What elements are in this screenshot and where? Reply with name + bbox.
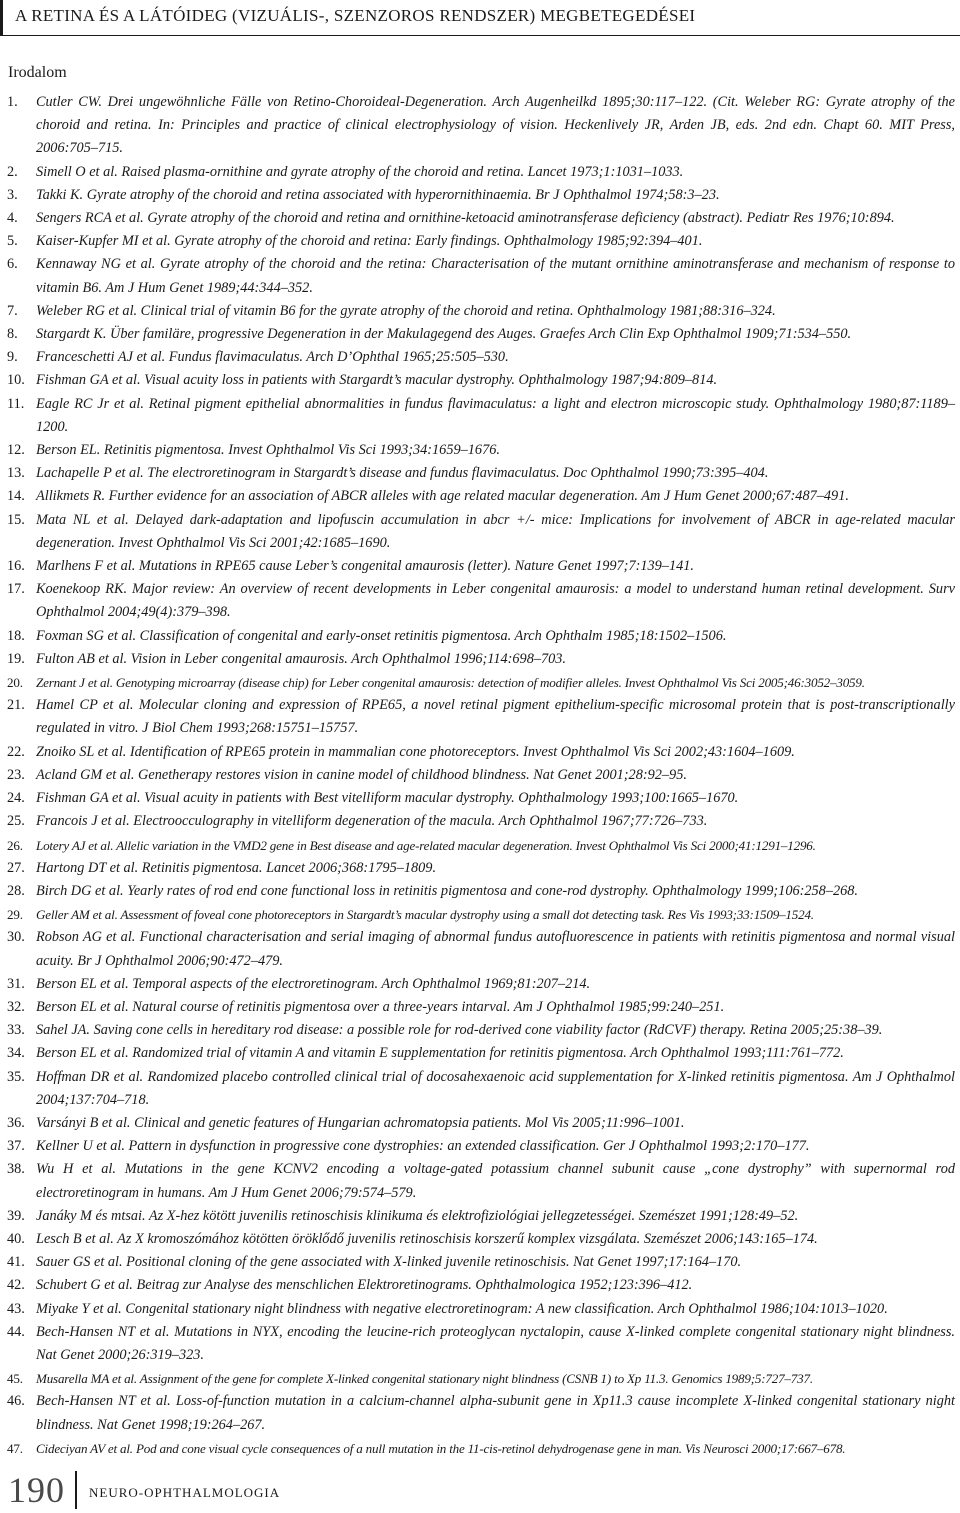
reference-number: 33. [7,1022,25,1039]
reference-item [0,369,960,392]
reference-number: 14. [7,488,25,505]
reference-number: 8. [7,326,18,343]
reference-number: 15. [7,511,25,528]
reference-text: Acland GM et al. Genetherapy restores vision in canine model of childhood blindness. Nat Genet 2001;28:92–95. [36,766,687,783]
reference-item [0,741,960,764]
reference-number: 31. [7,975,25,992]
reference-number: 39. [7,1207,25,1224]
header-title: A RETINA ÉS A LÁTÓIDEG (VIZUÁLIS-, SZENZOROS RENDSZER) MEGBETEGEDÉSEI [15,6,696,25]
reference-number: 29. [7,907,23,923]
reference-item [0,694,960,740]
reference-number: 43. [7,1300,25,1317]
reference-item [0,903,960,926]
reference-number: 20. [7,675,23,691]
reference-text: Mata NL et al. Delayed dark-adaptation and lipofuscin accumulation in abcr +/- mice: Implications for involvement of ABCR in age-related macular degeneration. Invest Ophthalmol Vis Sci 2001;42:1685–1690. [36,511,955,551]
reference-text: Berson EL et al. Natural course of retinitis pigmentosa over a three-years intarval. Am J Ophthalmol 1985;99:240–251. [36,998,725,1015]
reference-text: Lachapelle P et al. The electroretinogram in Stargardt’s disease and fundus flavimaculatus. Doc Ophthalmol 1990;73:395–404. [36,465,769,482]
reference-item [0,671,960,694]
page-footer [8,1470,280,1510]
reference-text: Varsányi B et al. Clinical and genetic features of Hungarian achromatopsia patients. Mol Vis 2005;11:996–1001. [36,1114,685,1131]
reference-item [0,393,960,439]
reference-item [0,509,960,555]
reference-text: Koenekoop RK. Major review: An overview of recent developments in Leber congenital amaurosis: a model to understand human retinal development. Surv Ophthalmol 2004;49(4):379–398. [36,581,955,621]
reference-number: 18. [7,627,25,644]
reference-number: 24. [7,790,25,807]
reference-item [0,648,960,671]
reference-number: 5. [7,233,18,250]
reference-number: 4. [7,210,18,227]
reference-text: Foxman SG et al. Classification of congenital and early-onset retinitis pigmentosa. Arch Ophthalm 1985;18:1502–1506. [36,627,727,644]
reference-number: 47. [7,1440,23,1456]
reference-number: 3. [7,186,18,203]
reference-item [0,787,960,810]
reference-text: Schubert G et al. Beitrag zur Analyse des menschlichen Elektroretinograms. Ophthalmologica 1952;123:396–412. [36,1277,693,1294]
reference-text: Kennaway NG et al. Gyrate atrophy of the choroid and the retina: Characterisation of the mutant ornithine aminotransferase and mechanism of response to vitamin B6. Am J Hum Genet 1989;44:344–352. [36,256,955,296]
reference-item [0,462,960,485]
reference-item [0,926,960,972]
reference-number: 21. [7,697,25,714]
reference-item [0,161,960,184]
page-header [0,0,960,36]
reference-text: Eagle RC Jr et al. Retinal pigment epithelial abnormalities in fundus flavimaculatus: a light and electron microscopic study. Ophthalmology 1980;87:1189–1200. [36,395,955,435]
reference-item [0,1437,960,1460]
reference-text: Cutler CW. Drei ungewöhnliche Fälle von Retino-Choroideal-Degeneration. Arch Augenheilkd 1895;30:117–122. (Cit. Weleber RG: Gyrate atrophy of the choroid and retina. In: Principles and practice of clinical electrophysiology of vision. Heckenlively JR, Arden JB, eds. 2nd edn. Chapt 60. MIT Press, 2006:705–715. [36,94,955,157]
reference-text: Hartong DT et al. Retinitis pigmentosa. Lancet 2006;368:1795–1809. [36,859,437,876]
reference-text: Stargardt K. Über familäre, progressive Degeneration in der Makulagegend des Auges. Graefes Arch Clin Exp Ophthalmol 1909;71:534–550. [36,326,852,343]
reference-number: 40. [7,1230,25,1247]
reference-text: Cideciyan AV et al. Pod and cone visual cycle consequences of a null mutation in the 11-cis-retinol dehydrogenase gene in man. Vis Neurosci 2000;17:667–678. [36,1440,846,1456]
reference-number: 19. [7,650,25,667]
reference-item [0,1251,960,1274]
reference-number: 17. [7,581,25,598]
reference-item [0,323,960,346]
reference-text: Sahel JA. Saving cone cells in hereditary rod disease: a possible role for rod-derived cone viability factor (RdCVF) therapy. Retina 2005;25:38–39. [36,1022,883,1039]
reference-text: Janáky M és mtsai. Az X-hez kötött juvenilis retinoschisis klinikuma és elektrofiziológiai jellegzetességei. Szemészet 1991;128:49–52. [36,1207,799,1224]
footer-divider [75,1471,77,1509]
reference-number: 9. [7,349,18,366]
reference-text: Lesch B et al. Az X kromoszómához kötötten öröklődő juvenilis retinoschisis korszerű komplex vizsgálata. Szemészet 2006;143:165–174. [36,1230,818,1247]
reference-number: 45. [7,1371,23,1387]
reference-text: Simell O et al. Raised plasma-ornithine and gyrate atrophy of the choroid and retina. Lancet 1973;1:1031–1033. [36,163,684,180]
reference-item [0,625,960,648]
reference-item [0,1228,960,1251]
reference-text: Sauer GS et al. Positional cloning of the gene associated with X-linked juvenile retinoschisis. Nat Genet 1997;17:164–170. [36,1254,742,1271]
reference-item [0,764,960,787]
reference-number: 44. [7,1323,25,1340]
reference-number: 41. [7,1254,25,1271]
reference-text: Sengers RCA et al. Gyrate atrophy of the choroid and retina and ornithine-ketoacid aminotransferase deficiency (abstract). Pediatr Res 1976;10:894. [36,210,895,227]
reference-text: Lotery AJ et al. Allelic variation in the VMD2 gene in Best disease and age-related macular degeneration. Invest Ophthalmol Vis Sci 2000;41:1291–1296. [36,837,816,853]
reference-text: Znoiko SL et al. Identification of RPE65 protein in mammalian cone photoreceptors. Invest Ophthalmol Vis Sci 2002;43:1604–1609. [36,743,795,760]
reference-text: Birch DG et al. Yearly rates of rod end cone functional loss in retinitis pigmentosa and cone-rod dystrophy. Ophthalmology 1999;106:258–268. [36,882,858,899]
reference-number: 37. [7,1138,25,1155]
reference-item [0,1321,960,1367]
reference-number: 6. [7,256,18,273]
reference-text: Fishman GA et al. Visual acuity loss in patients with Stargardt’s macular dystrophy. Ophthalmology 1987;94:809–814. [36,372,718,389]
reference-text: Fishman GA et al. Visual acuity in patients with Best vitelliform macular dystrophy. Ophthalmology 1993;100:1665–1670. [36,790,739,807]
reference-number: 16. [7,558,25,575]
reference-number: 1. [7,94,18,110]
reference-number: 32. [7,998,25,1015]
reference-item [0,1158,960,1204]
reference-list [0,91,960,1460]
reference-item [0,1205,960,1228]
reference-text: Berson EL. Retinitis pigmentosa. Invest Ophthalmol Vis Sci 1993;34:1659–1676. [36,442,500,459]
reference-number: 46. [7,1393,25,1410]
reference-text: Kellner U et al. Pattern in dysfunction in progressive cone dystrophies: an extended classification. Ger J Ophthalmol 1993;2:170–177. [36,1138,810,1155]
reference-text: Miyake Y et al. Congenital stationary night blindness with negative electroretinogram: A new classification. Arch Ophthalmol 1986;104:1013–1020. [36,1300,888,1317]
reference-text: Musarella MA et al. Assignment of the gene for complete X-linked congenital stationary night blindness (CSNB 1) to Xp 11.3. Genomics 1989;5:727–737. [36,1371,813,1387]
reference-text: Wu H et al. Mutations in the gene KCNV2 encoding a voltage-gated potassium channel subunit cause „cone dystrophy” with supernormal rod electroretinogram in humans. Am J Hum Genet 2006;79:574–579. [36,1161,955,1201]
reference-text: Fulton AB et al. Vision in Leber congenital amaurosis. Arch Ophthalmol 1996;114:698–703. [36,650,567,667]
reference-number: 25. [7,813,25,830]
reference-text: Kaiser-Kupfer MI et al. Gyrate atrophy of the choroid and retina: Early findings. Ophthalmology 1985;92:394–401. [36,233,703,250]
reference-item [0,1066,960,1112]
reference-item [0,1042,960,1065]
reference-number: 13. [7,465,25,482]
reference-item [0,346,960,369]
reference-number: 26. [7,837,23,853]
reference-item [0,555,960,578]
reference-item [0,1298,960,1321]
reference-text: Hamel CP et al. Molecular cloning and expression of RPE65, a novel retinal pigment epithelium-specific microsomal protein that is post-transcriptionally regulated in vitro. J Biol Chem 1993;268:15751–15757. [36,697,955,737]
reference-number: 30. [7,929,25,946]
reference-text: Francois J et al. Electroocculography in vitelliform degeneration of the macula. Arch Ophthalmol 1967;77:726–733. [36,813,708,830]
reference-item [0,1112,960,1135]
reference-text: Zernant J et al. Genotyping microarray (disease chip) for Leber congenital amaurosis: detection of modifier alleles. Invest Ophthalmol Vis Sci 2005;46:3052–3059. [36,675,865,691]
reference-item [0,857,960,880]
reference-item [0,1135,960,1158]
reference-text: Robson AG et al. Functional characterisation and serial imaging of abnormal fundus autofluorescence in patients with retinitis pigmentosa and normal visual acuity. Br J Ophthalmol 2006;90:472–479. [36,929,955,969]
reference-text: Bech-Hansen NT et al. Loss-of-function mutation in a calcium-channel alpha-subunit gene in Xp11.3 cause incomplete X-linked congenital stationary night blindness. Nat Genet 1998;19:264–267. [36,1393,955,1433]
reference-item [0,810,960,833]
reference-number: 22. [7,743,25,760]
reference-text: Geller AM et al. Assessment of foveal cone photoreceptors in Stargardt’s macular dystrophy using a small dot detecting task. Res Vis 1993;33:1509–1524. [36,907,814,923]
reference-item [0,230,960,253]
reference-number: 7. [7,302,18,319]
reference-item [0,1019,960,1042]
journal-name: NEURO-OPHTHALMOLOGIA [89,1485,281,1500]
reference-item [0,253,960,299]
reference-item [0,207,960,230]
reference-item [0,300,960,323]
reference-number: 11. [7,395,25,412]
reference-number: 23. [7,766,25,783]
reference-text: Allikmets R. Further evidence for an association of ABCR alleles with age related macular degeneration. Am J Hum Genet 2000;67:487–491. [36,488,849,505]
reference-item [0,1390,960,1436]
reference-item [0,184,960,207]
reference-number: 34. [7,1045,25,1062]
reference-text: Weleber RG et al. Clinical trial of vitamin B6 for the gyrate atrophy of the choroid and retina. Ophthalmology 1981;88:316–324. [36,302,776,319]
reference-number: 27. [7,859,25,876]
page-number: 190 [8,1470,65,1510]
reference-item [0,880,960,903]
reference-text: Berson EL et al. Randomized trial of vitamin A and vitamin E supplementation for retinitis pigmentosa. Arch Ophthalmol 1993;111:761–772. [36,1045,844,1062]
reference-text: Takki K. Gyrate atrophy of the choroid and retina associated with hyperornithinaemia. Br J Ophthalmol 1974;58:3–23. [36,186,720,203]
reference-number: 42. [7,1277,25,1294]
reference-item [0,439,960,462]
reference-item [0,578,960,624]
reference-text: Berson EL et al. Temporal aspects of the electroretinogram. Arch Ophthalmol 1969;81:207–214. [36,975,591,992]
reference-text: Bech-Hansen NT et al. Mutations in NYX, encoding the leucine-rich proteoglycan nyctalopin, cause X-linked complete congenital stationary night blindness. Nat Genet 2000;26:319–323. [36,1323,955,1363]
section-title: Irodalom [8,64,67,81]
reference-number: 36. [7,1114,25,1131]
reference-item [0,485,960,508]
reference-number: 12. [7,442,25,459]
reference-item [0,1367,960,1390]
reference-item [0,834,960,857]
reference-number: 38. [7,1161,25,1178]
reference-text: Hoffman DR et al. Randomized placebo controlled clinical trial of docosahexaenoic acid supplementation for X-linked retinitis pigmentosa. Am J Ophthalmol 2004;137:704–718. [36,1068,955,1108]
reference-item [0,996,960,1019]
reference-number: 35. [7,1068,25,1085]
reference-number: 28. [7,882,25,899]
reference-item [0,1274,960,1297]
reference-item [0,973,960,996]
reference-number: 2. [7,163,18,180]
reference-text: Franceschetti AJ et al. Fundus flavimaculatus. Arch D’Ophthal 1965;25:505–530. [36,349,509,366]
reference-text: Marlhens F et al. Mutations in RPE65 cause Leber’s congenital amaurosis (letter). Nature Genet 1997;7:139–141. [36,558,694,575]
reference-number: 10. [7,372,25,389]
reference-item [0,91,960,161]
